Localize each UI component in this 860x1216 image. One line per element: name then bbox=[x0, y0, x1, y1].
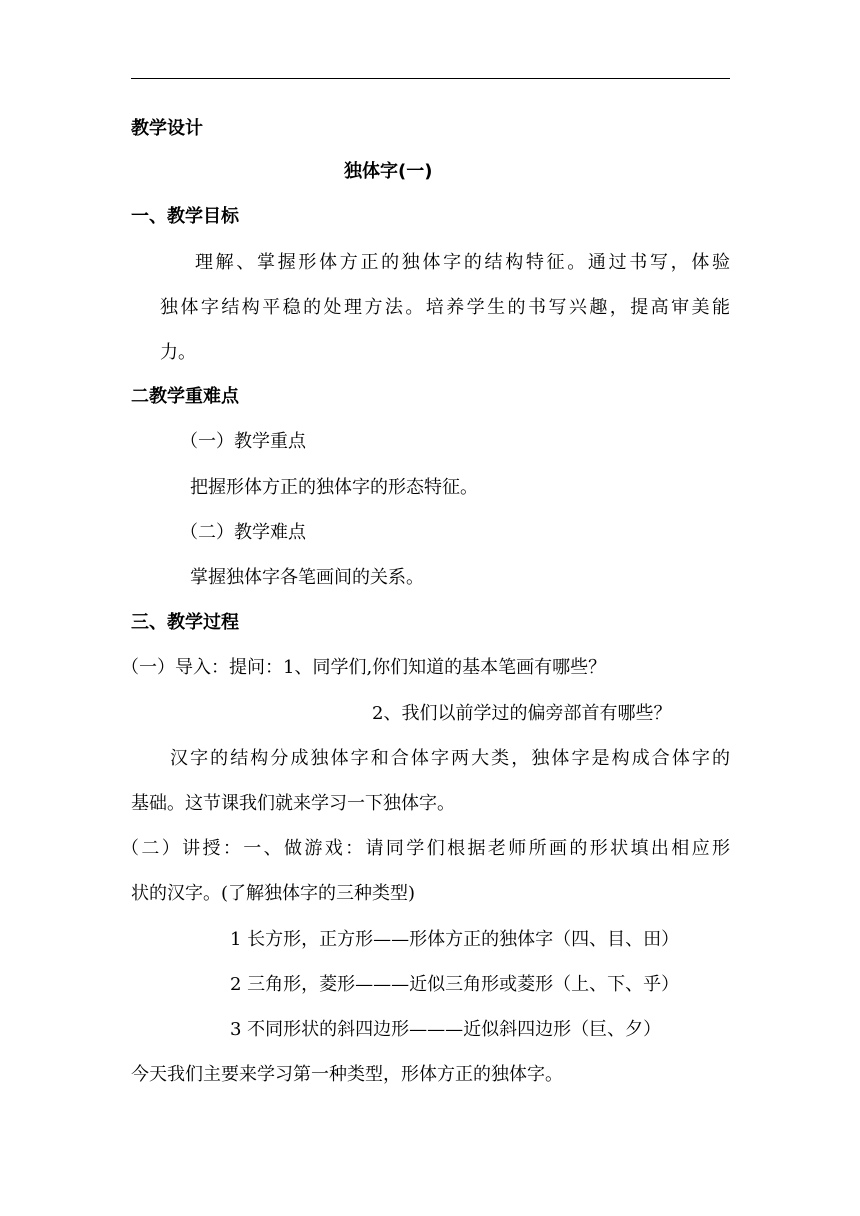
lecture-line: 状的汉字。(了解独体字的三种类型) bbox=[131, 883, 416, 904]
lecture-line: （二）讲授：一、做游戏：请同学们根据老师所画的形状填出相应形 bbox=[121, 838, 730, 859]
section-1-heading: 一、教学目标 bbox=[131, 206, 239, 227]
paragraph-line: 基础。这节课我们就来学习一下独体字。 bbox=[131, 793, 455, 814]
paragraph-line: 汉字的结构分成独体字和合体字两大类，独体字是构成合体字的 bbox=[170, 748, 730, 769]
section-2-text-2: 掌握独体字各笔画间的关系。 bbox=[190, 567, 424, 588]
type-item: 3 不同形状的斜四边形———近似斜四边形（巨、夕） bbox=[230, 1019, 662, 1040]
header-rule bbox=[131, 78, 730, 79]
header-title: 教学设计 bbox=[131, 118, 203, 139]
document-title: 独体字(一) bbox=[344, 161, 433, 182]
type-item: 1 长方形，正方形——形体方正的独体字（四、目、田） bbox=[230, 929, 680, 950]
intro-line: （一）导入：提问：1、同学们,你们知道的基本笔画有哪些？ bbox=[121, 657, 607, 678]
section-1-line: 力。 bbox=[160, 342, 196, 363]
section-2-subheading-1: （一）教学重点 bbox=[180, 431, 306, 452]
section-2-text-1: 把握形体方正的独体字的形态特征。 bbox=[190, 477, 478, 498]
section-2-heading: 二教学重难点 bbox=[131, 386, 239, 407]
intro-question-2: 2、我们以前学过的偏旁部首有哪些？ bbox=[372, 703, 672, 724]
section-1-line: 独体字结构平稳的处理方法。培养学生的书写兴趣，提高审美能 bbox=[160, 297, 730, 318]
section-1-line: 理解、掌握形体方正的独体字的结构特征。通过书写，体验 bbox=[195, 252, 730, 273]
section-2-subheading-2: （二）教学难点 bbox=[180, 522, 306, 543]
closing-line: 今天我们主要来学习第一种类型，形体方正的独体字。 bbox=[131, 1064, 563, 1085]
type-item: 2 三角形，菱形———近似三角形或菱形（上、下、乎） bbox=[230, 974, 680, 995]
section-3-heading: 三、教学过程 bbox=[131, 612, 239, 633]
